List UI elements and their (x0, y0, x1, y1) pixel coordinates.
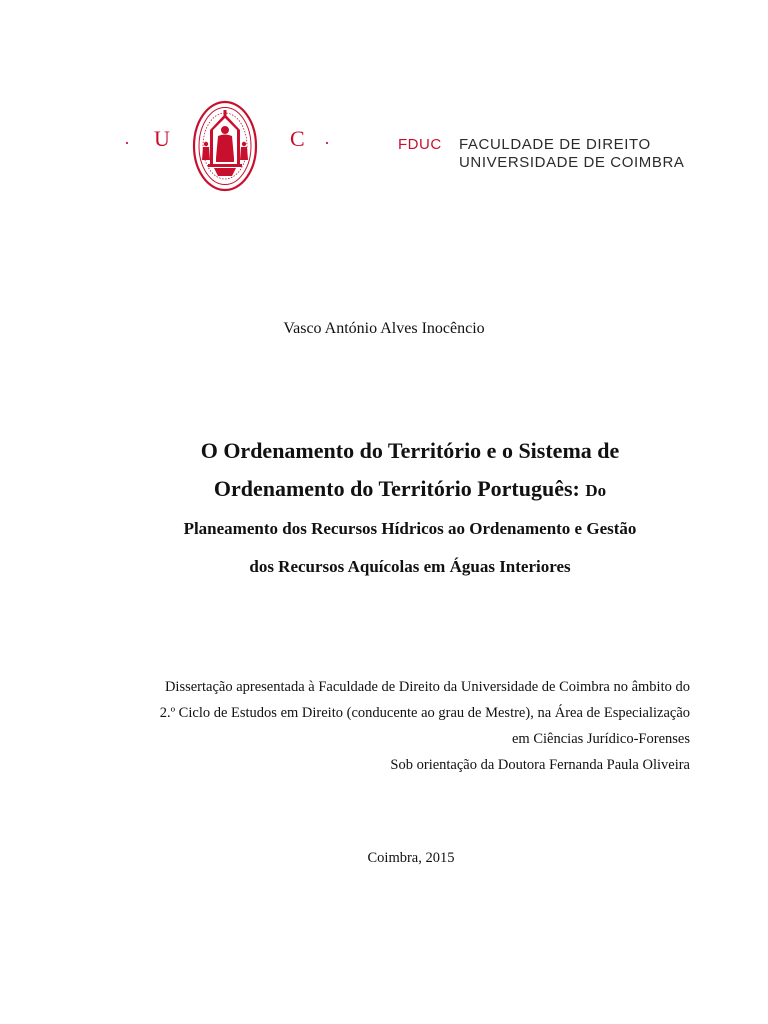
dissertation-line-4: Sob orientação da Doutora Fernanda Paula Oliveira (390, 757, 690, 773)
place-and-date: Coimbra, 2015 (367, 850, 455, 866)
title-line-2-tail: Do (585, 481, 607, 500)
dissertation-line-2: 2.º Ciclo de Estudos em Direito (conducente ao grau de Mestre), na Área de Especialização (159, 705, 690, 721)
uc-logo-letter-c: C (290, 126, 305, 151)
faculty-acronym: FDUC (398, 136, 442, 153)
document-title (120, 432, 700, 586)
dissertation-line-1: Dissertação apresentada à Faculdade de Direito da Universidade de Coimbra no âmbito do (164, 679, 690, 695)
uc-logo (118, 100, 348, 192)
title-line-1: O Ordenamento do Território e o Sistema de (200, 438, 620, 463)
dissertation-statement (90, 674, 690, 778)
title-line-2-main: Ordenamento do Território Português: (213, 476, 580, 501)
author-name: Vasco António Alves Inocêncio (283, 320, 485, 337)
uc-logo-dot-right: · (324, 133, 330, 153)
faculty-name (459, 136, 685, 172)
university-seal-icon (192, 100, 258, 192)
faculty-name-line2: UNIVERSIDADE DE COIMBRA (459, 154, 685, 171)
uc-logo-letter-u: U (154, 126, 170, 151)
faculty-name-line1: FACULDADE DE DIREITO (459, 136, 651, 153)
dissertation-line-3: em Ciências Jurídico-Forenses (512, 731, 690, 747)
title-line-3: Planeamento dos Recursos Hídricos ao Ordenamento e Gestão (183, 519, 637, 538)
title-line-4: dos Recursos Aquícolas em Águas Interiores (249, 557, 571, 576)
uc-logo-dot-left: · (124, 133, 130, 153)
title-line-2 (120, 470, 700, 510)
